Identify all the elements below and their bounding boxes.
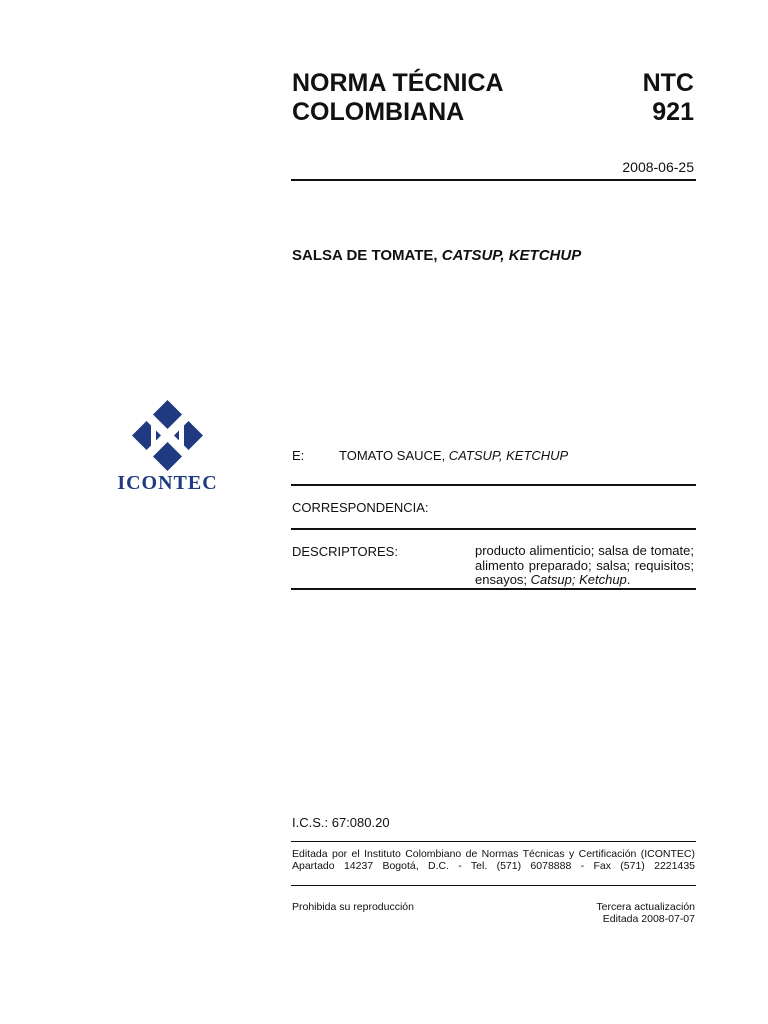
icontec-logo [111, 398, 224, 496]
publisher-info [292, 848, 695, 872]
ics-divider [291, 841, 696, 842]
descriptors-text [475, 544, 694, 588]
update-number: Tercera actualización [596, 901, 695, 913]
edition-info [520, 901, 695, 925]
header-divider [291, 179, 696, 181]
descriptors-line-3-plain: ensayos; [475, 572, 531, 587]
reproduction-notice: Prohibida su reproducción [292, 901, 414, 913]
descriptors-line-3 [475, 573, 694, 588]
icontec-logo-text: ICONTEC [117, 472, 218, 494]
descriptors-line-3-end: . [626, 572, 631, 587]
ics-code: I.C.S.: 67:080.20 [292, 815, 390, 830]
english-title [339, 448, 568, 463]
descriptors-line-2: alimento preparado; salsa; requisitos; [475, 557, 694, 573]
document-title-italic: CATSUP, KETCHUP [441, 247, 582, 264]
edition-date: Editada 2008-07-07 [602, 913, 695, 925]
descriptors-label: DESCRIPTORES: [292, 544, 398, 559]
publisher-divider [291, 885, 696, 886]
correspondence-divider [291, 528, 696, 530]
document-title-plain: SALSA DE TOMATE, [292, 247, 442, 264]
standard-type-line1: NORMA TÉCNICA [292, 69, 504, 97]
publisher-line-1: Editada por el Instituto Colombiano de Normas Técnicas y Certificación (ICONTEC) [292, 848, 695, 860]
standard-date: 2008-06-25 [622, 159, 694, 175]
document-title [292, 247, 581, 264]
publisher-line-2: Apartado 14237 Bogotá, D.C. - Tel. (571) 6078888 - Fax (571) 2221435 [292, 860, 695, 872]
descriptors-line-1: producto alimenticio; salsa de tomate; [475, 543, 694, 558]
correspondence-label: CORRESPONDENCIA: [292, 500, 429, 515]
standard-type-line2: COLOMBIANA [292, 98, 465, 126]
standard-code-prefix: NTC [642, 69, 694, 97]
descriptors-divider [291, 588, 696, 590]
english-title-plain: TOMATO SAUCE, [339, 448, 449, 463]
descriptors-line-3-italic: Catsup; Ketchup [530, 572, 627, 587]
standard-number: 921 [652, 98, 694, 126]
english-title-italic: CATSUP, KETCHUP [448, 448, 569, 463]
english-label: E: [292, 448, 305, 463]
english-divider [291, 484, 696, 486]
